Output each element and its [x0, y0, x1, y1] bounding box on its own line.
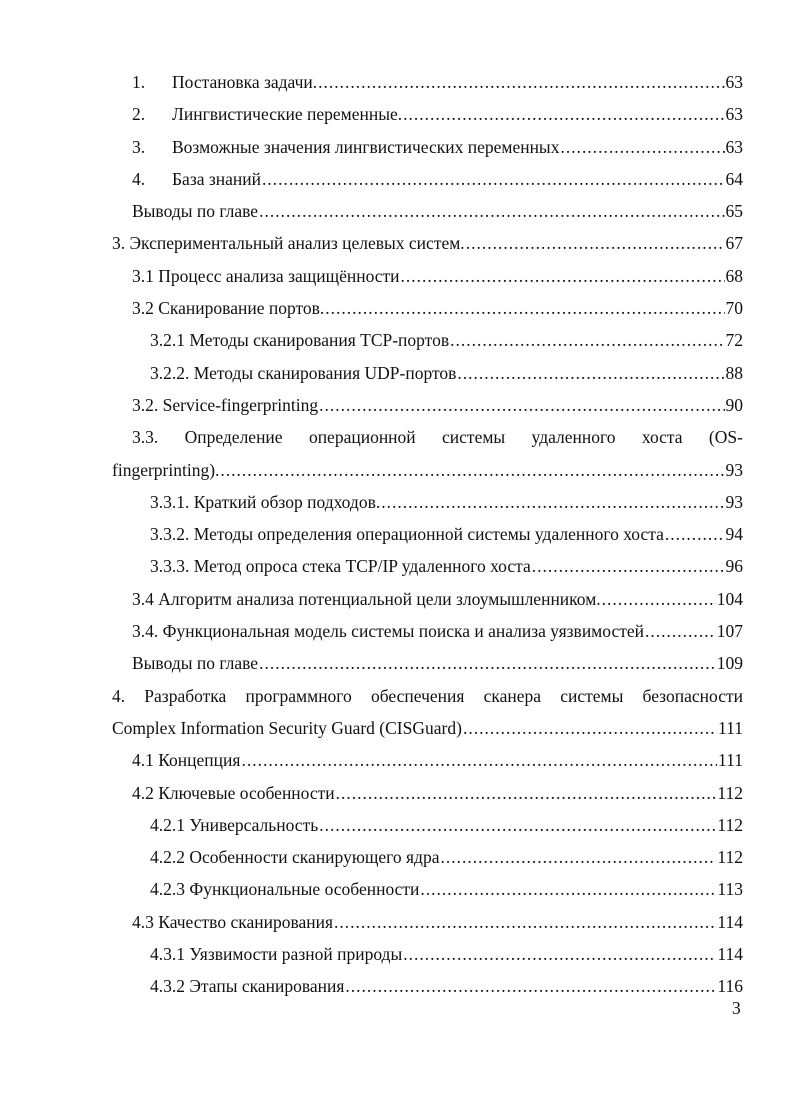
- toc-entry-page: 63: [725, 104, 743, 125]
- toc-entry-number: 4.: [132, 168, 146, 189]
- toc-entry-page: 90: [725, 394, 743, 415]
- word: 4.: [112, 685, 126, 706]
- dot-leader: [259, 195, 724, 227]
- toc-entry-page: 67: [725, 233, 743, 254]
- toc-entry-continuation[interactable]: [112, 712, 743, 744]
- word: удаленного: [531, 427, 616, 448]
- dot-leader: [466, 227, 725, 259]
- toc-entry-page: 88: [725, 362, 743, 383]
- toc-entry-page: 112: [717, 847, 743, 868]
- word: Определение: [184, 427, 283, 448]
- toc-entry-title: 3.2.1 Методы сканирования TCP-портов: [150, 330, 450, 351]
- toc-entry[interactable]: [112, 970, 743, 1002]
- toc-entry[interactable]: [112, 486, 743, 518]
- toc-entry[interactable]: [112, 131, 743, 163]
- dot-leader: [336, 777, 717, 809]
- toc-entry-title: Выводы по главе: [132, 201, 259, 222]
- toc-entry-title: Возможные значения лингвистических переменных: [172, 136, 560, 157]
- toc-entry[interactable]: [112, 227, 743, 259]
- toc-entry[interactable]: [112, 906, 743, 938]
- toc-entry-page: 93: [725, 491, 743, 512]
- dot-leader: [262, 163, 724, 195]
- word: 3.3.: [132, 427, 159, 448]
- toc-entry-page: 63: [725, 72, 743, 92]
- toc-entry-title: 3.3.1. Краткий обзор подходов.: [150, 491, 381, 512]
- dot-leader: [241, 744, 717, 776]
- word: (OS-: [708, 427, 743, 448]
- toc-entry-title: 3.1 Процесс анализа защищённости: [132, 265, 400, 286]
- toc-entry-page: 68: [725, 265, 743, 286]
- toc-entry-page: 64: [725, 168, 743, 189]
- toc-entry-page: 94: [725, 524, 743, 545]
- toc-entry-justified[interactable]: [112, 421, 743, 453]
- toc-entry-page: 93: [725, 459, 743, 480]
- toc-entry-title: 3.4. Функциональная модель системы поиска и анализа уязвимостей: [132, 621, 644, 642]
- toc-entry-title: 3.3.2. Методы определения операционной системы удаленного хоста: [150, 524, 664, 545]
- dot-leader: [401, 260, 725, 292]
- dot-leader: [403, 98, 724, 130]
- toc-entry-title: 4.3 Качество сканирования: [132, 911, 334, 932]
- toc-entry-title: База знаний: [172, 168, 262, 189]
- dot-leader: [532, 550, 725, 582]
- toc-entry[interactable]: [112, 744, 743, 776]
- toc-entry[interactable]: [112, 873, 743, 905]
- toc-entry-number: 2.: [132, 104, 146, 125]
- toc-entry-page: 113: [717, 879, 743, 900]
- dot-leader: [319, 389, 724, 421]
- word: операционной: [308, 427, 416, 448]
- toc-entry[interactable]: [112, 518, 743, 550]
- word: системы: [442, 427, 506, 448]
- word: Разработка: [144, 685, 227, 706]
- dot-leader: [345, 970, 716, 1002]
- dot-leader: [334, 906, 716, 938]
- table-of-contents: [112, 66, 743, 1003]
- toc-entry-page: 107: [716, 621, 743, 642]
- toc-entry[interactable]: [112, 98, 743, 130]
- toc-entry[interactable]: [112, 195, 743, 227]
- toc-entry-title: 3.2 Сканирование портов.: [132, 298, 325, 319]
- toc-entry[interactable]: [112, 841, 743, 873]
- toc-entry[interactable]: [112, 777, 743, 809]
- toc-entry[interactable]: [112, 66, 743, 98]
- dot-leader: [463, 712, 717, 744]
- toc-entry-continuation[interactable]: [112, 454, 743, 486]
- toc-entry-title: 4.1 Концепция: [132, 750, 241, 771]
- word: безопасности: [642, 685, 743, 706]
- dot-leader: [318, 66, 724, 98]
- toc-entry-title: 3.2. Service-fingerprinting: [132, 394, 319, 415]
- dot-leader: [457, 357, 724, 389]
- toc-entry-title: 4.2 Ключевые особенности: [132, 782, 335, 803]
- dot-leader: [325, 292, 724, 324]
- dot-leader: [259, 647, 716, 679]
- toc-entry-page: 111: [718, 717, 743, 738]
- word: обеспечения: [370, 685, 465, 706]
- toc-entry-title: 3.4 Алгоритм анализа потенциальной цели злоумышленником.: [132, 588, 601, 609]
- word: программного: [245, 685, 352, 706]
- dot-leader: [560, 131, 724, 163]
- toc-entry-justified[interactable]: [112, 680, 743, 712]
- toc-entry[interactable]: [112, 550, 743, 582]
- toc-entry-page: 104: [716, 588, 743, 609]
- toc-entry-number: 1.: [132, 72, 146, 92]
- toc-entry[interactable]: [112, 292, 743, 324]
- toc-entry-page: 112: [717, 814, 743, 835]
- toc-entry[interactable]: [112, 615, 743, 647]
- toc-entry-title: Лингвистические переменные.: [172, 104, 403, 125]
- word: системы: [560, 685, 624, 706]
- dot-leader: [403, 938, 716, 970]
- toc-entry[interactable]: [112, 647, 743, 679]
- toc-entry-title: Complex Information Security Guard (CISGuard): [112, 717, 462, 738]
- dot-leader: [450, 324, 724, 356]
- toc-entry-title: 3. Экспериментальный анализ целевых систем.: [112, 233, 465, 254]
- toc-entry-page: 114: [717, 944, 743, 965]
- dot-leader: [645, 615, 716, 647]
- toc-entry-page: 114: [717, 911, 743, 932]
- dot-leader: [381, 486, 724, 518]
- toc-entry[interactable]: [112, 260, 743, 292]
- toc-entry-number: 3.: [132, 136, 146, 157]
- toc-entry-page: 116: [717, 976, 743, 997]
- toc-entry-title: 4.3.2 Этапы сканирования: [150, 976, 345, 997]
- toc-entry-page: 70: [725, 298, 743, 319]
- toc-entry-page: 96: [725, 556, 743, 577]
- toc-entry-page: 109: [716, 653, 743, 674]
- toc-entry-title: 4.2.3 Функциональные особенности: [150, 879, 420, 900]
- toc-entry-title: Выводы по главе: [132, 653, 259, 674]
- word: хоста: [641, 427, 683, 448]
- toc-entry-page: 63: [725, 136, 743, 157]
- toc-entry[interactable]: [112, 938, 743, 970]
- toc-entry[interactable]: [112, 809, 743, 841]
- dot-leader: [665, 518, 725, 550]
- dot-leader: [220, 454, 724, 486]
- toc-entry-title: 4.2.1 Универсальность: [150, 814, 319, 835]
- dot-leader: [440, 841, 716, 873]
- word: сканера: [483, 685, 542, 706]
- toc-entry[interactable]: [112, 583, 743, 615]
- toc-entry-page: 112: [717, 782, 743, 803]
- toc-entry-page: 72: [725, 330, 743, 351]
- toc-entry[interactable]: [112, 389, 743, 421]
- toc-entry[interactable]: [112, 163, 743, 195]
- toc-entry-title: fingerprinting).: [112, 459, 220, 480]
- dot-leader: [319, 809, 716, 841]
- toc-entry-page: 111: [718, 750, 743, 771]
- toc-entry-title: 4.2.2 Особенности сканирующего ядра: [150, 847, 440, 868]
- toc-entry-page: 65: [725, 201, 743, 222]
- toc-entry-title: Постановка задачи.: [172, 72, 318, 92]
- toc-entry-title: 3.2.2. Методы сканирования UDP-портов: [150, 362, 457, 383]
- dot-leader: [602, 583, 716, 615]
- toc-entry-title: 3.3.3. Метод опроса стека TCP/IP удаленного хоста: [150, 556, 531, 577]
- dot-leader: [420, 873, 716, 905]
- toc-entry[interactable]: [112, 357, 743, 389]
- toc-entry[interactable]: [112, 324, 743, 356]
- toc-entry-title: 4.3.1 Уязвимости разной природы: [150, 944, 403, 965]
- page-number: 3: [732, 998, 741, 1018]
